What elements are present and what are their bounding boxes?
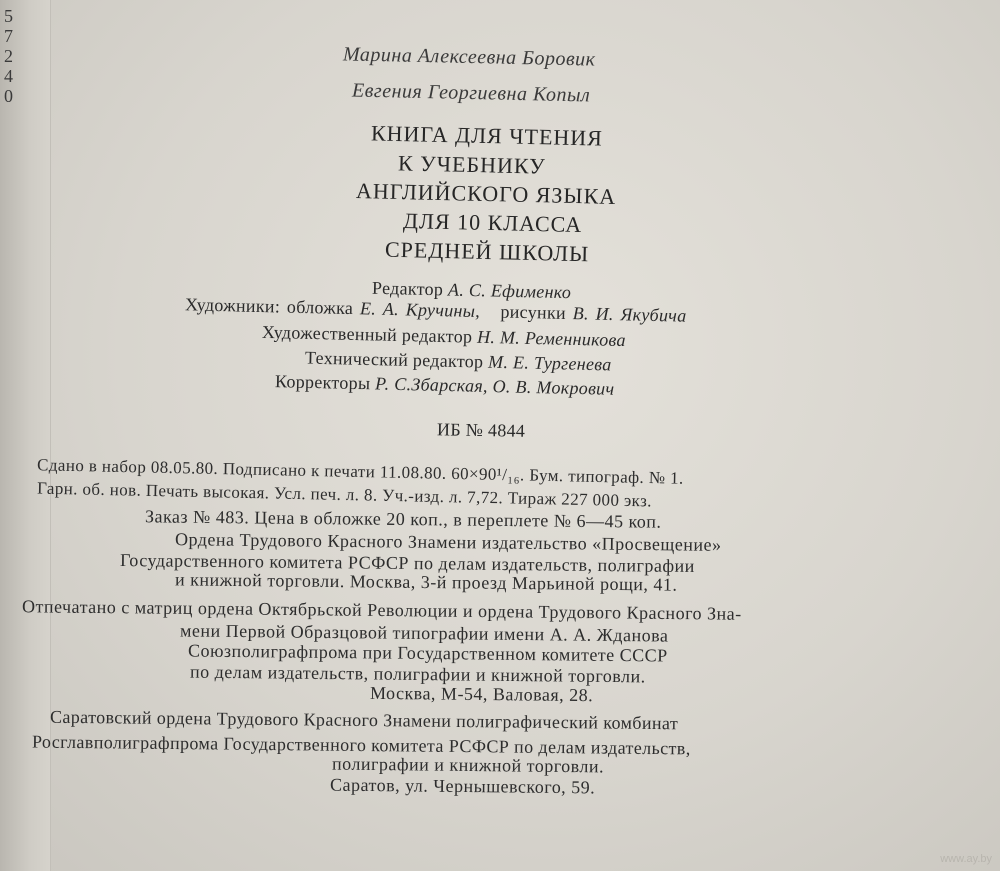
publisher-line: Ордена Трудового Красного Знамени издательство «Просвещение» xyxy=(174,529,722,555)
book-title-line: ДЛЯ 10 КЛАССА xyxy=(402,207,583,238)
drawings-artist: В. И. Якубича xyxy=(572,303,687,326)
editor-name: А. С. Ефименко xyxy=(447,279,572,303)
proofreaders-credit xyxy=(275,371,615,400)
margin-digit: 7 xyxy=(4,26,13,46)
margin-digit: 4 xyxy=(4,66,13,86)
margin-digit: 5 xyxy=(4,6,13,26)
book-title-line: АНГЛИЙСКОГО ЯЗЫКА xyxy=(355,178,617,209)
matrix-printer-line: Союзполиграфпрома при Государственном комитете СССР xyxy=(187,640,668,666)
cover-artist: Е. А. Кручины, xyxy=(359,298,481,322)
publisher-line: Государственного комитета РСФСР по делам издательств, полиграфии xyxy=(119,549,695,577)
art-editor-credit xyxy=(262,322,626,351)
final-printer-line: Саратовский ордена Трудового Красного Знамени полиграфический комбинат xyxy=(49,706,679,734)
ib-number: ИБ № 4844 xyxy=(436,419,526,441)
tech-editor-name: М. Е. Тургенева xyxy=(487,351,612,375)
site-watermark: www.ay.by xyxy=(940,853,992,865)
printing-info-line: Гарн. об. нов. Печать высокая. Усл. печ. л. 8. Уч.-изд. л. 7,72. Тираж 227 000 экз. xyxy=(36,478,653,511)
margin-digit: 2 xyxy=(4,46,13,66)
editor-role: Редактор xyxy=(371,277,444,300)
artists-role: Художники: xyxy=(184,294,281,317)
author-name: Марина Алексеевна Боровик xyxy=(342,43,596,71)
printing-info-line: Сдано в набор 08.05.80. Подписано к печати 11.08.80. 60×90¹/₁₆. Бум. типограф. № 1. xyxy=(36,455,684,488)
tech-editor-credit xyxy=(305,348,612,376)
book-title-line: К УЧЕБНИКУ xyxy=(397,150,546,179)
final-printer-line: полиграфии и книжной торговли. xyxy=(331,753,605,777)
publisher-line: и книжной торговли. Москва, 3-й проезд Марьиной рощи, 41. xyxy=(174,569,678,595)
book-title-line: СРЕДНЕЙ ШКОЛЫ xyxy=(384,236,590,267)
margin-digits xyxy=(4,6,24,106)
artists-credit xyxy=(185,294,687,326)
final-printer-line: Росглавполиграфпрома Государственного комитета РСФСР по делам издательств, xyxy=(31,731,691,759)
matrix-printer-line: мени Первой Образцовой типографии имени А. А. Жданова xyxy=(179,620,669,646)
author-name: Евгения Георгиевна Копыл xyxy=(351,79,591,107)
book-title-line: КНИГА ДЛЯ ЧТЕНИЯ xyxy=(370,120,604,151)
drawings-label: рисунки xyxy=(500,301,567,323)
margin-digit: 0 xyxy=(4,86,13,106)
tech-editor-role: Технический редактор xyxy=(304,347,484,372)
art-editor-name: Н. М. Ременникова xyxy=(476,326,627,351)
matrix-printer-line: по делам издательств, полиграфии и книжной торговли. xyxy=(189,661,646,687)
matrix-printer-line: Отпечатано с матриц ордена Октябрьской Революции и ордена Трудового Красного Зна- xyxy=(21,596,742,624)
proofreaders-names: Р. С.Збарская, О. В. Мокрович xyxy=(374,373,615,399)
matrix-printer-line: Москва, М-54, Валовая, 28. xyxy=(369,682,594,706)
order-price-line: Заказ № 483. Цена в обложке 20 коп., в переплете № 6—45 коп. xyxy=(144,506,662,532)
final-printer-line: Саратов, ул. Чернышевского, 59. xyxy=(329,774,596,798)
art-editor-role: Художественный редактор xyxy=(261,321,473,347)
proofreaders-role: Корректоры xyxy=(274,371,371,394)
cover-label: обложка xyxy=(286,296,354,319)
